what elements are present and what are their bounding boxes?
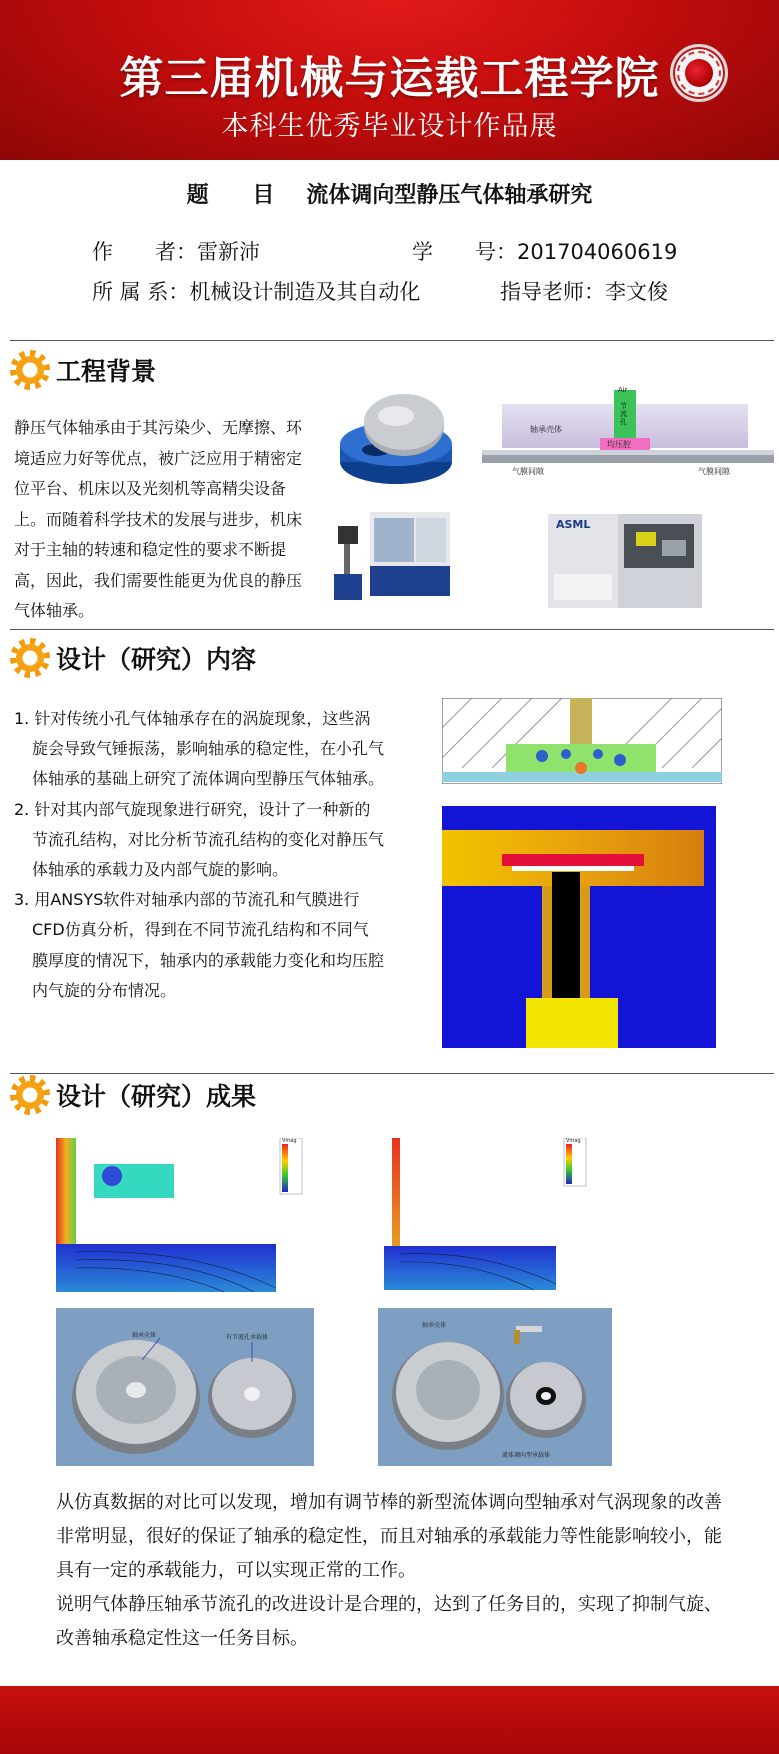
machine-tool-photo bbox=[330, 504, 456, 610]
topic-text: 流体调向型静压气体轴承研究 bbox=[306, 183, 593, 208]
department: 机械设计制造及其自动化 bbox=[189, 280, 421, 304]
vortex-flow-diagram bbox=[442, 698, 722, 784]
bearing-photo-right bbox=[378, 1308, 612, 1466]
results-paragraph: 从仿真数据的对比可以发现，增加有调节棒的新型流体调向型轴承对气涡现象的改善非常明显，很好的保证了轴承的稳定性，而且对轴承的承载能力等性能影响较小，能具有一定的承载能力，可以实现正常的工作。 bbox=[56, 1492, 722, 1581]
school-logo bbox=[670, 44, 728, 102]
department-label: 所 属 系： bbox=[92, 280, 190, 304]
photo-label: 有节流孔承载体 bbox=[226, 1334, 269, 1341]
gear-icon bbox=[10, 350, 50, 390]
chamber-label: 均压腔 bbox=[607, 440, 631, 449]
logo-emblem bbox=[685, 59, 713, 87]
section-title: 工程背景 bbox=[56, 357, 157, 386]
section-title: 设计（研究）内容 bbox=[56, 645, 257, 674]
gap-label-right: 气膜间隙 bbox=[698, 467, 730, 476]
department-row bbox=[92, 276, 420, 306]
student-id-row bbox=[412, 236, 677, 266]
air-label: Air bbox=[618, 386, 628, 394]
list-item: 2. 针对其内部气旋现象进行研究，设计了一种新的节流孔结构，对比分析节流孔结构的变化对静压气体轴承的承载力及内部气旋的影响。 bbox=[14, 799, 385, 880]
gear-icon bbox=[10, 638, 50, 678]
results-paragraph: 说明气体静压轴承节流孔的改进设计是合理的，达到了任务目的，实现了抑制气旋、改善轴承稳定性这一任务目标。 bbox=[56, 1594, 722, 1649]
topic-label: 题 目 bbox=[186, 183, 293, 208]
advisor-row bbox=[500, 276, 668, 306]
asml-machine-photo bbox=[544, 504, 706, 616]
gap-label-left: 气膜间隙 bbox=[512, 467, 544, 476]
asml-logo-text: ASML bbox=[556, 518, 591, 531]
divider bbox=[10, 340, 774, 341]
photo-label: 流体调向型承载体 bbox=[502, 1452, 551, 1459]
list-item: 3. 用ANSYS软件对轴承内部的节流孔和气膜进行CFD仿真分析，得到在不同节流孔结构和不同气膜厚度的情况下，轴承内的承载能力变化和均压腔内气旋的分布情况。 bbox=[14, 890, 385, 1000]
footer-banner bbox=[0, 1686, 779, 1754]
divider bbox=[10, 629, 774, 630]
housing-label: 轴承壳体 bbox=[530, 425, 562, 434]
project-topic bbox=[0, 178, 779, 209]
author-label: 作 者： bbox=[92, 240, 197, 264]
cfd-contour-image bbox=[442, 806, 716, 1048]
bearing-structure-diagram bbox=[482, 386, 774, 486]
photo-label: 轴承壳体 bbox=[132, 1332, 157, 1339]
student-id-label: 学 号： bbox=[412, 240, 517, 264]
gear-icon bbox=[10, 1075, 50, 1115]
author-row bbox=[92, 236, 260, 266]
exhibition-title: 第三届机械与运载工程学院 bbox=[119, 53, 660, 104]
section-title: 设计（研究）成果 bbox=[56, 1082, 257, 1111]
simulation-left bbox=[54, 1138, 314, 1294]
author-name: 雷新沛 bbox=[197, 240, 260, 264]
advisor-label: 指导老师： bbox=[500, 280, 605, 304]
legend-title: Vmag bbox=[566, 1138, 581, 1144]
orifice-label: 节流孔 bbox=[620, 402, 627, 426]
photo-label: 轴承壳体 bbox=[422, 1322, 447, 1329]
background-paragraph: 静压气体轴承由于其污染少、无摩擦、环境适应力好等优点，被广泛应用于精密定位平台、机床以及光刻机等高精尖设备上。而随着科学技术的发展与进步，机床对于主轴的转速和稳定性的要求不断提高，因此，我们需要性能更为优良的静压气体轴承。 bbox=[14, 418, 303, 620]
exhibition-subtitle: 本科生优秀毕业设计作品展 bbox=[221, 111, 558, 142]
bearing-photo-left bbox=[56, 1308, 314, 1466]
divider bbox=[10, 1073, 774, 1074]
results-text bbox=[56, 1486, 726, 1656]
legend-title: Vmag bbox=[282, 1138, 297, 1144]
list-item: 1. 针对传统小孔气体轴承存在的涡旋现象，这些涡旋会导致气锤振荡，影响轴承的稳定性，在小孔气体轴承的基础上研究了流体调向型静压气体轴承。 bbox=[14, 709, 385, 789]
advisor-name: 李文俊 bbox=[605, 280, 668, 304]
student-id: 201704060619 bbox=[517, 240, 678, 264]
bearing-disk-photo bbox=[336, 392, 454, 490]
header-banner bbox=[0, 0, 779, 160]
content-list bbox=[14, 704, 384, 1006]
simulation-right bbox=[384, 1138, 614, 1294]
